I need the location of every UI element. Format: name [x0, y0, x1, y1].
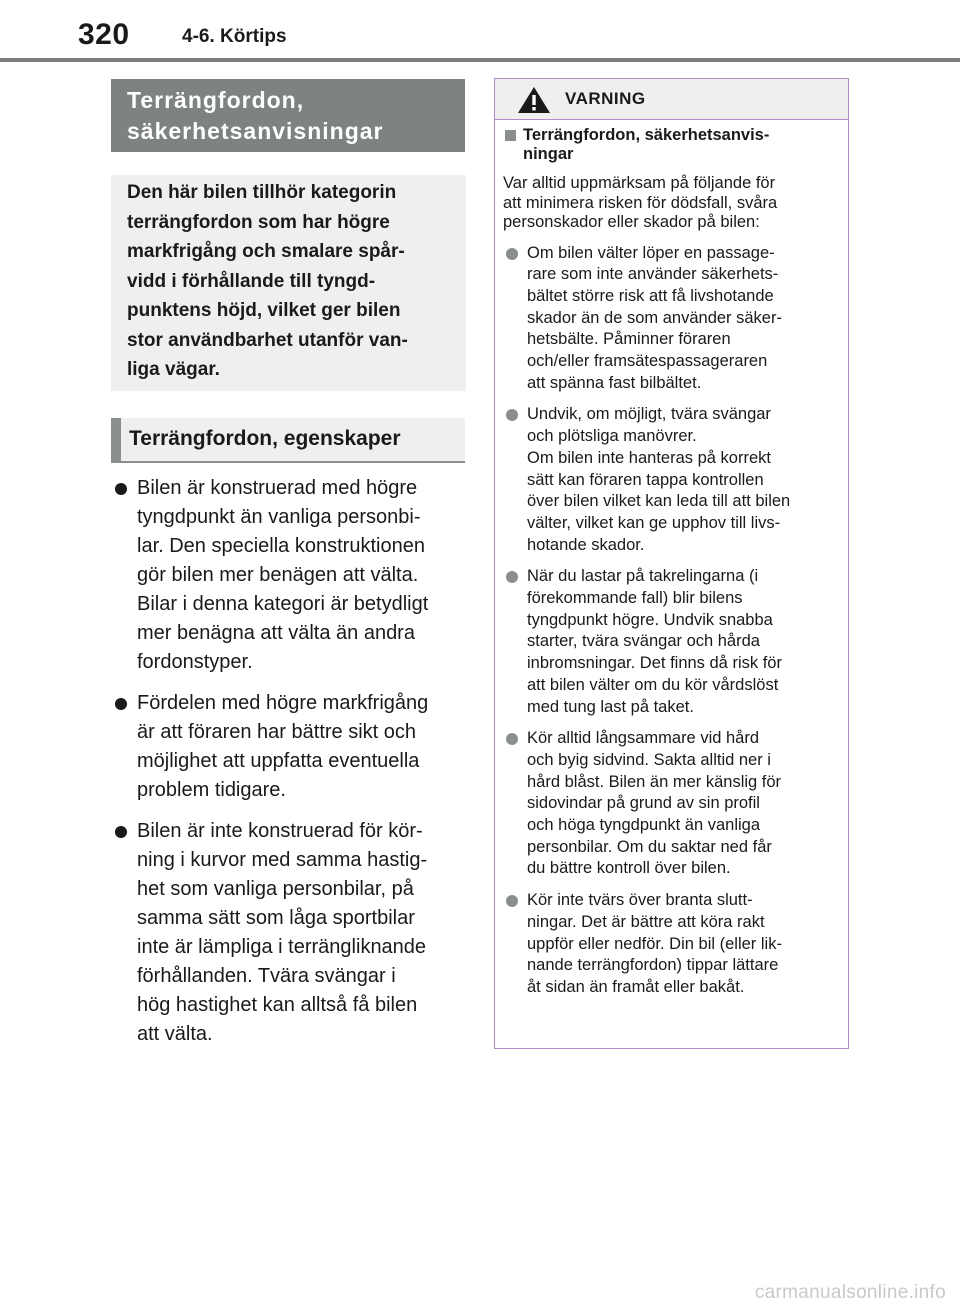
bullet-line: Bilar i denna kategori är betydligt: [137, 593, 429, 615]
bullet-line: är att föraren har bättre sikt och: [137, 721, 417, 743]
warning-item-line: åt sidan än framåt eller bakåt.: [527, 978, 745, 996]
intro-line: terrängfordon som har högre: [127, 211, 390, 233]
warning-item-line: personbilar. Om du saktar ned får: [527, 837, 772, 856]
bullet-line: ning i kurvor med samma hastig-: [137, 849, 428, 871]
bullet-line: förhållanden. Tvära svängar i: [137, 965, 396, 987]
warning-body: [495, 120, 848, 999]
warning-item-line: ningar. Det är bättre att köra rakt: [527, 912, 765, 931]
warning-item: [503, 243, 836, 395]
bullet-dot-icon: [115, 483, 127, 495]
warning-item-line: och/eller framsätespassageraren: [527, 352, 768, 371]
warning-intro: [503, 174, 836, 233]
bullet-line: problem tidigare.: [137, 779, 286, 801]
square-bullet-icon: [505, 130, 516, 141]
intro-box: [111, 175, 466, 391]
warning-item-line: att bilen välter om du kör vårdslöst: [527, 675, 779, 694]
warning-item-line: skador än de som använder säker-: [527, 308, 782, 327]
warning-item-line: sidovindar på grund av sin profil: [527, 794, 760, 813]
warning-item-line: Om bilen inte hanteras på korrekt: [527, 448, 771, 467]
warning-item: [503, 566, 836, 718]
bullet-line: samma sätt som låga sportbilar: [137, 907, 415, 929]
warning-item-line: och plötsliga manövrer.: [527, 427, 697, 446]
warning-box: [494, 78, 849, 1049]
warning-triangle-icon: [517, 86, 551, 114]
intro-line: markfrigång och smalare spår-: [127, 241, 405, 262]
warning-item-line: hård blåst. Bilen än mer känslig för: [527, 772, 782, 791]
title-line: Terrängfordon,: [127, 87, 305, 113]
warning-item-line: hetsbälte. Påminner föraren: [527, 330, 731, 349]
bullet-list: [111, 474, 471, 1061]
page-number: 320: [78, 18, 130, 51]
bullet-item: [111, 689, 471, 805]
title-box: [111, 79, 465, 152]
bullet-dot-icon: [115, 698, 127, 710]
bullet-line: att välta.: [137, 1023, 213, 1045]
title-line: säkerhetsanvisningar: [127, 118, 384, 144]
warning-intro-line: personskador eller skador på bilen:: [503, 213, 760, 231]
bullet-line: Bilen är konstruerad med högre: [137, 477, 418, 499]
intro-line: punktens höjd, vilket ger bilen: [127, 300, 401, 321]
warning-item-line: och höga tyngdpunkt än vanliga: [527, 816, 761, 835]
warning-item-line: Kör inte tvärs över branta slutt-: [527, 891, 753, 910]
warning-item-line: med tung last på taket.: [527, 697, 694, 716]
circle-bullet-icon: [506, 409, 518, 421]
warning-item-line: inbromsningar. Det finns då risk för: [527, 654, 782, 673]
warning-item-line: att spänna fast bilbältet.: [527, 373, 702, 392]
warning-item-line: starter, tvära svängar och hårda: [527, 632, 760, 651]
warning-item-line: förekommande fall) blir bilens: [527, 589, 743, 608]
circle-bullet-icon: [506, 733, 518, 745]
bullet-line: lar. Den speciella konstruktionen: [137, 535, 425, 557]
bullet-line: Fördelen med högre markfrigång: [137, 692, 429, 714]
bullet-line: het som vanliga personbilar, på: [137, 878, 414, 900]
warning-title: VARNING: [565, 89, 646, 108]
subhead-features: Terrängfordon, egenskaper: [111, 418, 465, 463]
warning-item-line: sätt kan föraren tappa kontrollen: [527, 470, 764, 489]
warning-item-line: När du lastar på takrelingarna (i: [527, 567, 759, 586]
bullet-line: Bilen är inte konstruerad för kör-: [137, 820, 423, 842]
warning-item: [503, 890, 836, 999]
warning-subhead: [503, 126, 836, 164]
warning-item-line: hotande skador.: [527, 535, 645, 554]
circle-bullet-icon: [506, 571, 518, 583]
warning-item-line: och byig sidvind. Sakta alltid ner i: [527, 750, 771, 769]
bullet-dot-icon: [115, 826, 127, 838]
bullet-line: gör bilen mer benägen att välta.: [137, 564, 419, 586]
bullet-line: fordonstyper.: [137, 651, 253, 673]
warning-item: [503, 404, 836, 556]
intro-line: Den här bilen tillhör kategorin: [127, 182, 397, 203]
intro-line: stor användbarhet utanför van-: [127, 329, 408, 351]
watermark-link[interactable]: carmanualsonline.info: [754, 1282, 946, 1303]
intro-line: vidd i förhållande till tyngd-: [127, 270, 376, 292]
bullet-item: [111, 474, 471, 677]
warning-item-line: tyngdpunkt högre. Undvik snabba: [527, 610, 773, 629]
bullet-line: hög hastighet kan alltså få bilen: [137, 994, 418, 1016]
bullet-line: möjlighet att uppfatta eventuella: [137, 750, 420, 772]
warning-item-line: nande terrängfordon) tippar lättare: [527, 956, 779, 975]
warning-intro-line: att minimera risken för dödsfall, svåra: [503, 193, 778, 212]
warning-item: [503, 728, 836, 880]
warning-item-line: Om bilen välter löper en passage-: [527, 243, 775, 262]
warning-item-line: välter, vilket kan ge upphov till livs-: [527, 513, 781, 532]
warning-item-line: uppför eller nedför. Din bil (eller lik-: [527, 934, 782, 953]
section-label: 4-6. Körtips: [182, 26, 287, 47]
circle-bullet-icon: [506, 895, 518, 907]
warning-item-line: du bättre kontroll över bilen.: [527, 859, 731, 878]
bullet-line: mer benägna att välta än andra: [137, 622, 415, 644]
intro-line: liga vägar.: [127, 359, 220, 380]
header-rule: [0, 58, 960, 62]
warning-subhead-line: ningar: [523, 145, 574, 163]
warning-item-line: rare som inte använder säkerhets-: [527, 265, 779, 284]
bullet-item: [111, 817, 471, 1049]
warning-subhead-line: Terrängfordon, säkerhetsanvis-: [523, 126, 770, 144]
bullet-line: inte är lämpliga i terrängliknande: [137, 936, 427, 958]
warning-item-line: över bilen vilket kan leda till att bilen: [527, 492, 791, 511]
warning-intro-line: Var alltid uppmärksam på följande för: [503, 174, 776, 192]
bullet-line: tyngdpunkt än vanliga personbi-: [137, 506, 421, 528]
circle-bullet-icon: [506, 248, 518, 260]
warning-item-line: bältet större risk att få livshotande: [527, 286, 774, 305]
warning-item-line: Kör alltid långsammare vid hård: [527, 729, 760, 748]
warning-item-line: Undvik, om möjligt, tvära svängar: [527, 405, 771, 424]
warning-header: [495, 79, 848, 120]
